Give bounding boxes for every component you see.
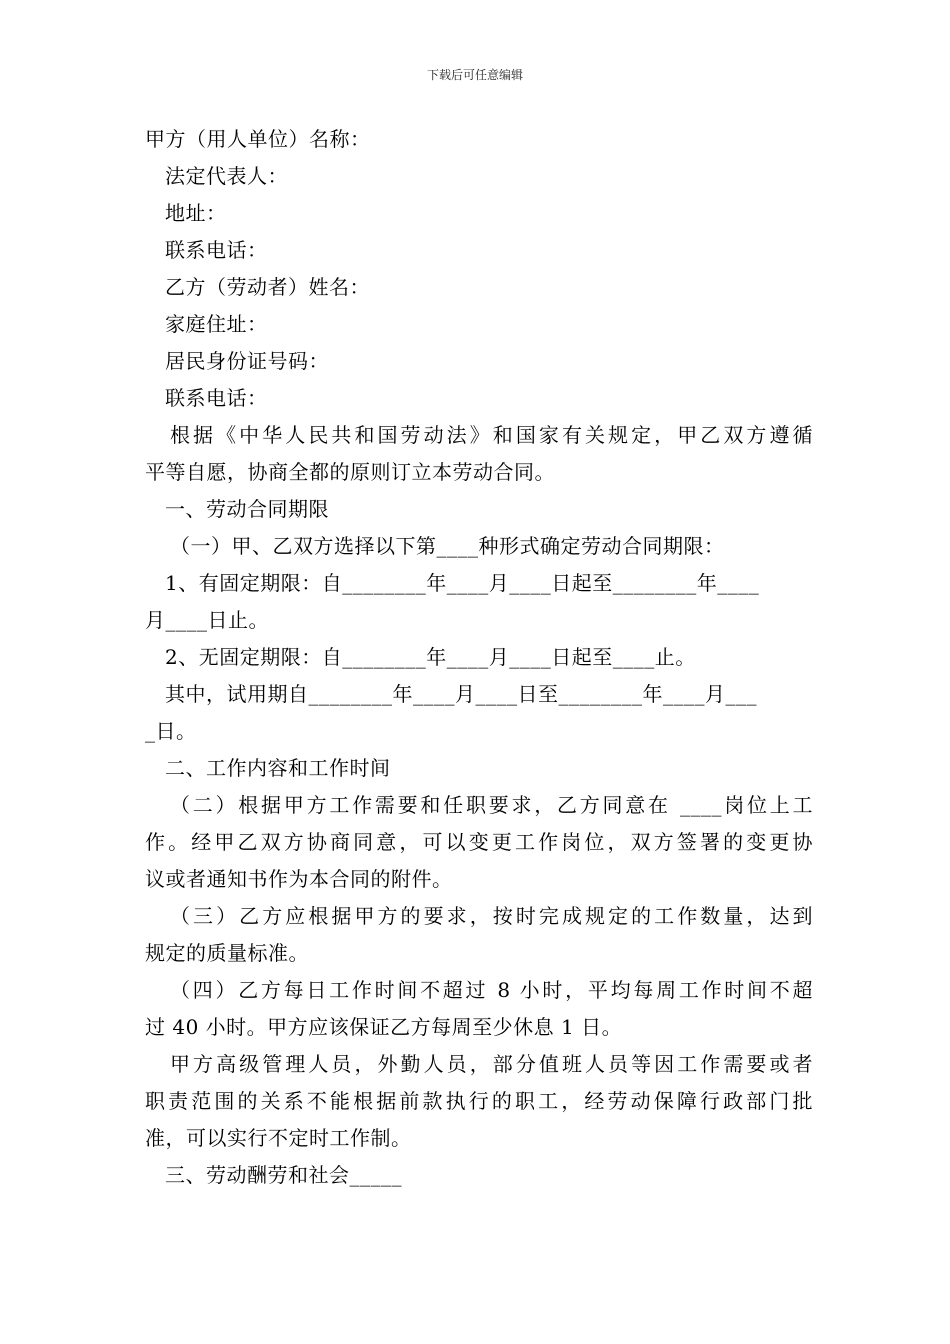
- section-3-heading: 三、劳动酬劳和社会_____: [165, 1163, 402, 1187]
- preamble-line-2: 平等自愿，协商全都的原则订立本劳动合同。: [145, 460, 555, 484]
- preamble-line-1: 根据《中华人民共和国劳动法》和国家有关规定，甲乙双方遵循: [170, 423, 813, 447]
- address-line: 地址：: [165, 201, 227, 225]
- probation-line-2: _日。: [145, 719, 197, 743]
- contract-body: [145, 121, 813, 1194]
- clause-1-1-line: （一）甲、乙双方选择以下第____种形式确定劳动合同期限：: [170, 534, 725, 558]
- phone-line-b: 联系电话：: [165, 386, 268, 410]
- clause-2-4-line-2: 职责范围的关系不能根据前款执行的职工，经劳动保障行政部门批: [145, 1089, 813, 1113]
- party-a-name-line: 甲方（用人单位）名称：: [145, 127, 371, 151]
- clause-2-1-line-2: 作。经甲乙双方协商同意，可以变更工作岗位，双方签署的变更协: [145, 830, 813, 854]
- clause-2-1-line-1: （二）根据甲方工作需要和任职要求，乙方同意在 ____岗位上工: [170, 793, 813, 817]
- clause-2-1-line-3: 议或者通知书作为本合同的附件。: [145, 867, 453, 891]
- fixed-term-line-1: 1、有固定期限：自________年____月____日起至________年____: [165, 571, 760, 595]
- id-number-line: 居民身份证号码：: [165, 349, 329, 373]
- home-address-line: 家庭住址：: [165, 312, 268, 336]
- probation-line-1: 其中，试用期自________年____月____日至________年____月___: [165, 682, 757, 706]
- fixed-term-line-2: 月____日止。: [145, 608, 269, 632]
- header-note: 下载后可任意编辑: [426, 68, 523, 82]
- clause-2-4-line-1: 甲方高级管理人员，外勤人员，部分值班人员等因工作需要或者: [170, 1052, 813, 1076]
- legal-representative-line: 法定代表人：: [165, 164, 288, 188]
- clause-2-2-line-2: 规定的质量标准。: [145, 941, 309, 965]
- open-term-line: 2、无固定期限：自________年____月____日起至____止。: [165, 645, 696, 669]
- section-1-heading: 一、劳动合同期限: [165, 497, 329, 521]
- phone-line-a: 联系电话：: [165, 238, 268, 262]
- clause-2-2-line-1: （三）乙方应根据甲方的要求，按时完成规定的工作数量，达到: [170, 904, 813, 928]
- clause-2-3-line-2: 过 40 小时。甲方应该保证乙方每周至少休息 1 日。: [145, 1015, 623, 1039]
- clause-2-4-line-3: 准，可以实行不定时工作制。: [145, 1126, 412, 1150]
- party-b-name-line: 乙方（劳动者）姓名：: [165, 275, 370, 299]
- clause-2-3-line-1: （四）乙方每日工作时间不超过 8 小时，平均每周工作时间不超: [170, 978, 813, 1002]
- section-2-heading: 二、工作内容和工作时间: [165, 756, 391, 780]
